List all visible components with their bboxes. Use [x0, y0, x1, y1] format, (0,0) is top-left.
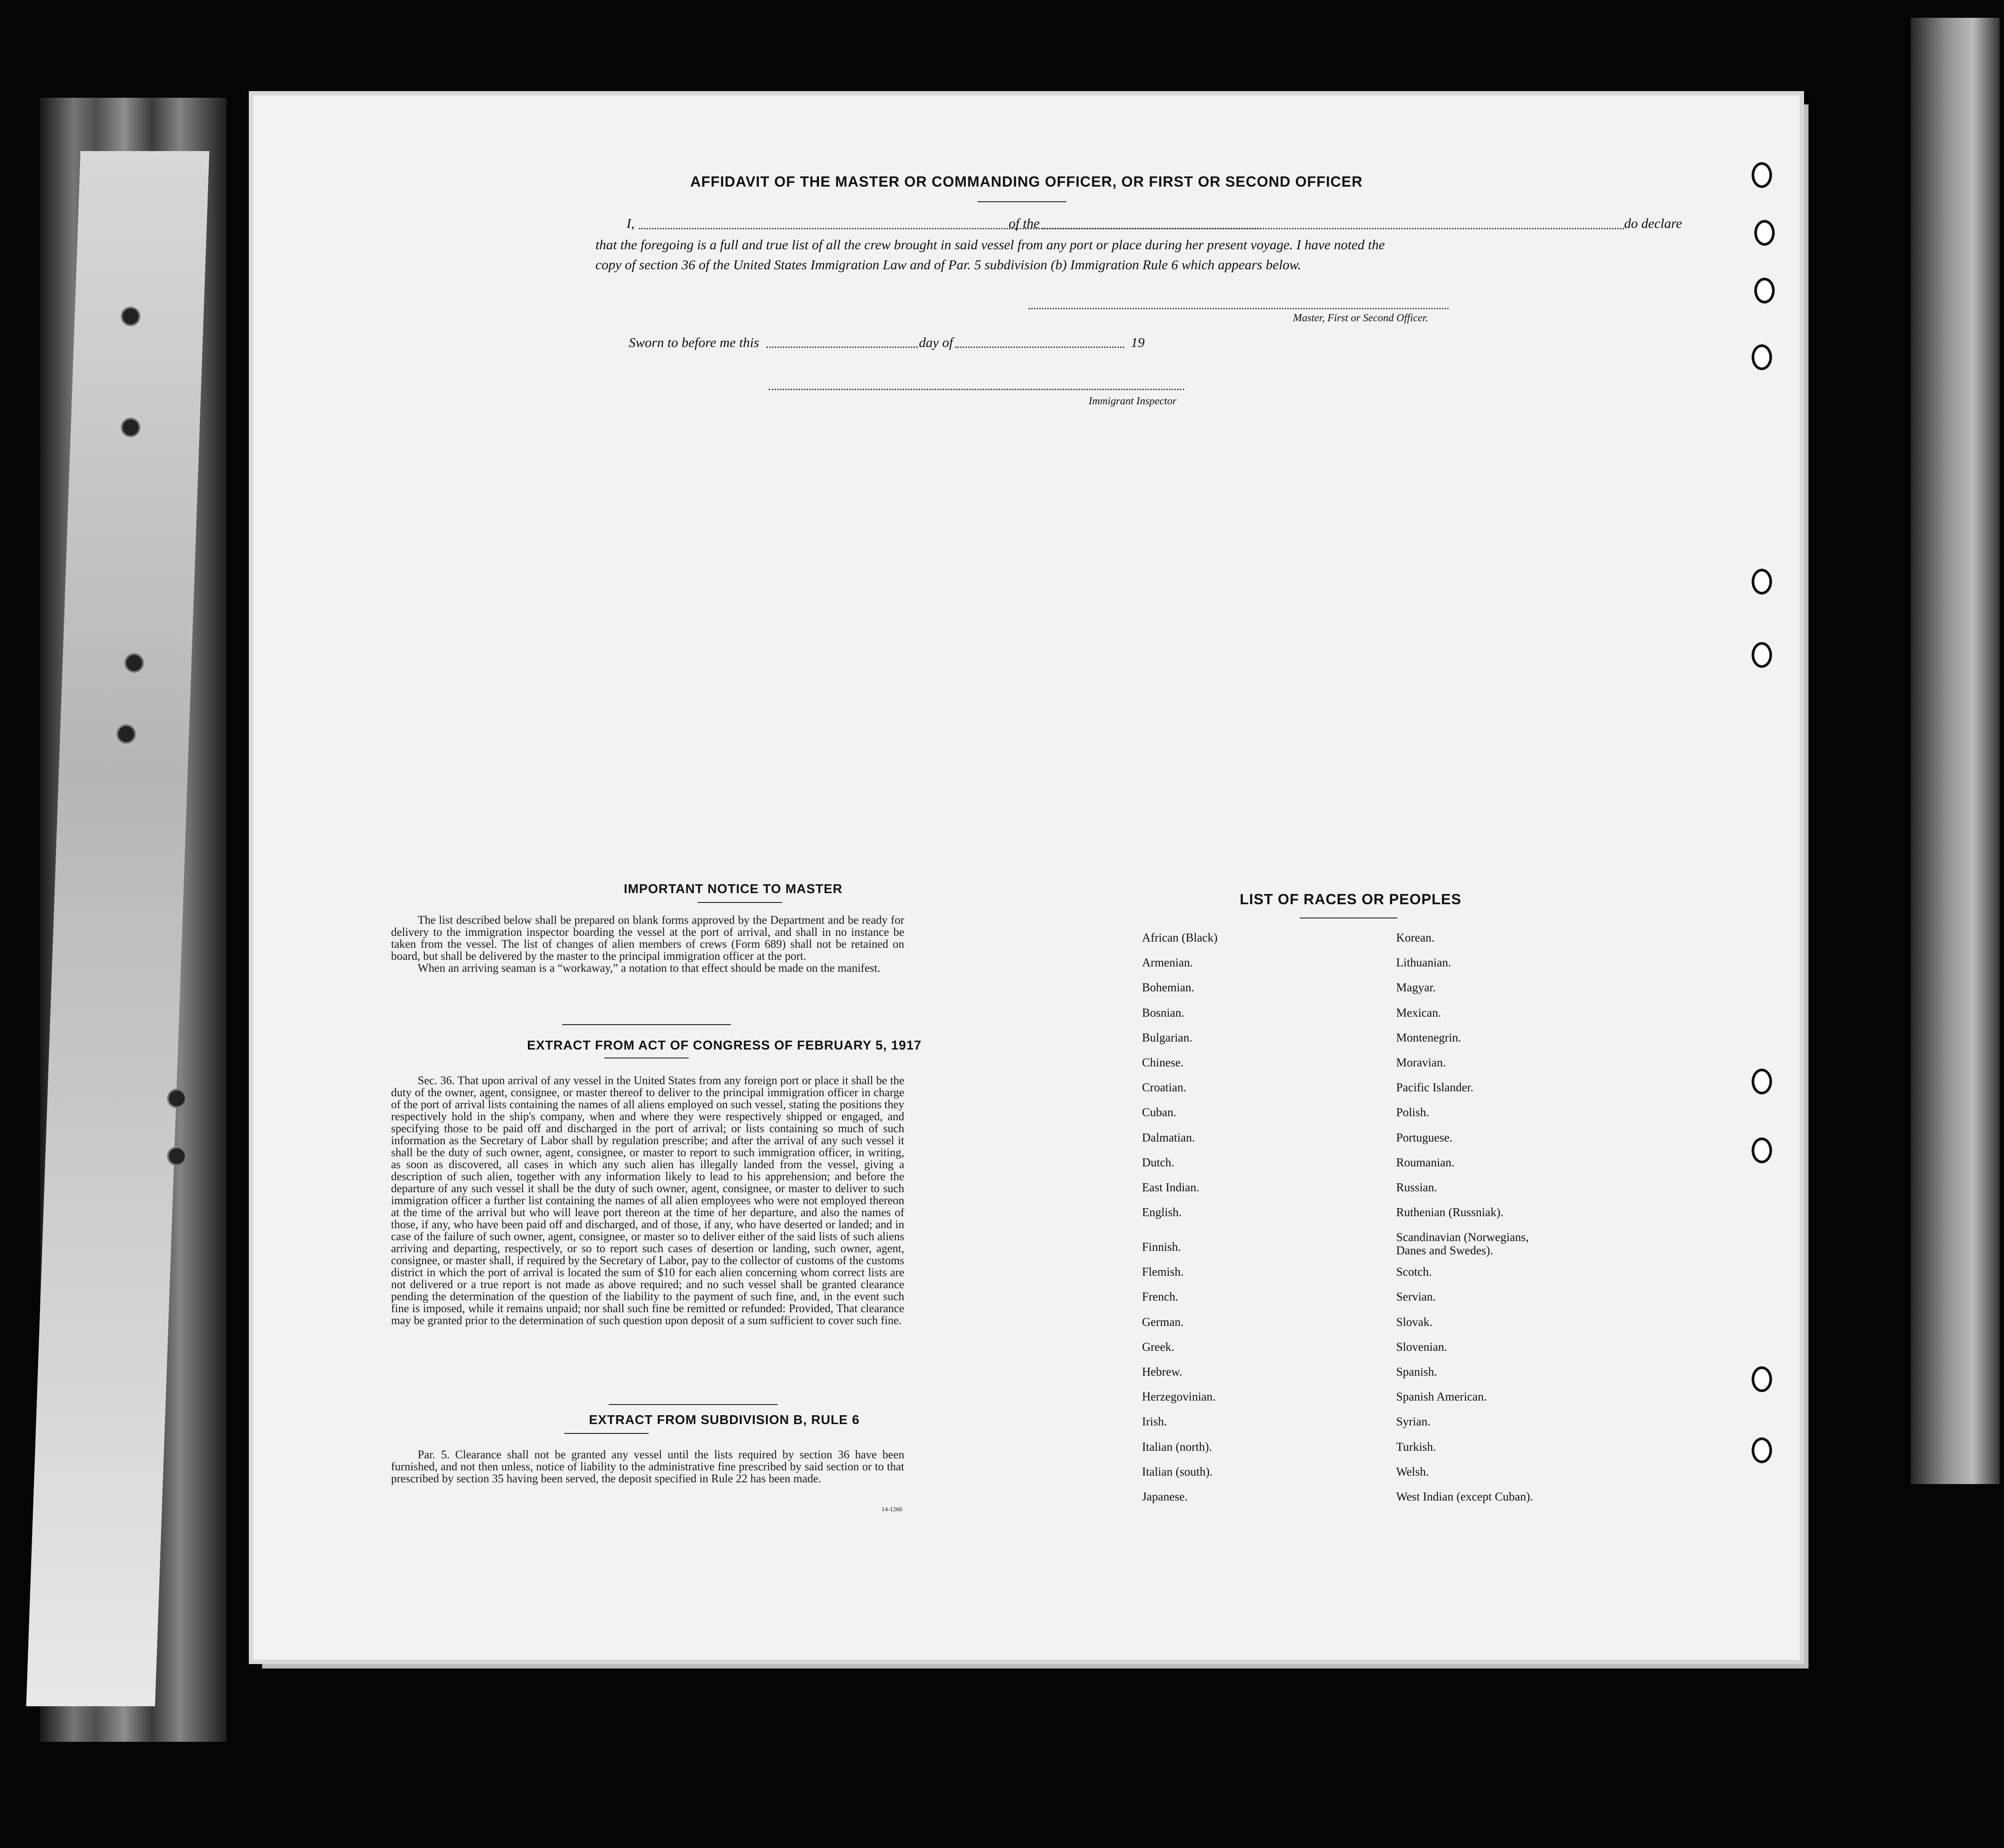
- race-item: Korean.: [1396, 931, 1435, 944]
- race-item: German.: [1142, 1315, 1184, 1329]
- race-item: Italian (south).: [1142, 1465, 1213, 1478]
- binding-hole: [167, 1089, 187, 1108]
- punch-hole: [1752, 569, 1772, 595]
- master-signature-blank[interactable]: [1029, 308, 1449, 309]
- do-declare-text: do declare: [1624, 216, 1682, 231]
- section-36-text: Sec. 36. That upon arrival of any vessel in the United States from any foreign port or place it shall be the duty of the owner, agent, consignee, or master thereof to deliver to the principal immigration officer in charge of the port of arrival lists containing the names of all aliens employed on such vessel, stating the positions they respectively hold in the ship's company, when and where they were respectively shipped or engaged, and specifying those to be paid off and discharged in the port of arrival; or lists containing so much of such information as the Secretary of Labor shall by regulation prescribe; and after the arrival of any such vessel it shall be the duty of such owner, agent, consignee, or master to report to such immigration officer, in writing, as soon as discovered, all cases in which any such alien has illegally landed from the vessel, giving a description of such alien, together with any information likely to lead to his apprehension; and before the departure of any such vessel it shall be the duty of such owner, agent, consignee, or master to deliver to such immigration officer a further list containing the names of all alien employees who were not employed thereon at the time of the arrival but who will leave port thereon at the time of her departure, and also the names of those, if any, who have been paid off and discharged, and of those, if any, who have deserted or landed; and in case of the failure of such owner, agent, consignee, or master so to deliver either of the said lists of such aliens arriving and departing, respectively, or so to report such cases of desertion or landing, such owner, agent, consignee, or master shall, if required by the Secretary of Labor, pay to the collector of customs of the customs district in which the port of arrival is located the sum of $10 for each alien concerning whom correct lists are not delivered or a true report is not made as above required; and no such vessel shall be granted clearance pending the determination of the question of the liability to the payment of such fine, and, in the event such fine is imposed, while it remains unpaid; nor shall such fine be remitted or refunded: Provided, That clearance may be granted prior to the determination of such question upon deposit of a sum sufficient to cover such fine.: [391, 1074, 904, 1327]
- race-item: Herzegovinian.: [1142, 1390, 1216, 1404]
- binding-hole: [124, 653, 144, 673]
- race-item: Armenian.: [1142, 956, 1193, 970]
- divider: [978, 201, 1066, 202]
- binding-hole: [116, 724, 136, 744]
- punch-hole: [1752, 344, 1772, 370]
- race-item: Moravian.: [1396, 1055, 1446, 1069]
- affidavit-line-2: that the foregoing is a full and true list of all the crew brought in said vessel from any port or place during her present voyage. I have noted the: [595, 237, 1385, 252]
- race-item: Greek.: [1142, 1340, 1174, 1353]
- sworn-label: Sworn to before me this: [629, 335, 759, 350]
- notice-paragraph: The list described below shall be prepared on blank forms approved by the Department and be ready for delivery to the immigration inspector boarding the vessel at the port of arrival, and shall in no instance be taken from the vessel. The list of changes of alien members of crews (Form 689) shall not be retained on board, but shall be delivered by the master to the principal immigration officer at the port.: [391, 914, 904, 962]
- race-item: East Indian.: [1142, 1180, 1199, 1194]
- divider: [698, 902, 782, 903]
- binding-hole: [121, 418, 140, 437]
- vessel-blank[interactable]: [1042, 228, 1624, 229]
- binding-hole: [167, 1146, 187, 1166]
- race-item: Welsh.: [1396, 1465, 1429, 1478]
- race-item: Magyar.: [1396, 981, 1436, 994]
- race-item: Polish.: [1396, 1106, 1429, 1119]
- affidavit-title: AFFIDAVIT OF THE MASTER OR COMMANDING OFFICER, OR FIRST OR SECOND OFFICER: [690, 173, 1363, 190]
- race-item: Chinese.: [1142, 1055, 1184, 1069]
- race-item: English.: [1142, 1205, 1182, 1219]
- race-item: Flemish.: [1142, 1265, 1184, 1279]
- punch-hole: [1754, 278, 1775, 303]
- race-item: Servian.: [1396, 1290, 1436, 1304]
- punch-hole: [1752, 642, 1772, 668]
- race-item: Ruthenian (Russniak).: [1396, 1205, 1504, 1219]
- race-item: Syrian.: [1396, 1415, 1431, 1429]
- race-item: Mexican.: [1396, 1006, 1441, 1019]
- affidavit-line-3: copy of section 36 of the United States Immigration Law and of Par. 5 subdivision (b) Immigration Rule 6 which appears below.: [595, 257, 1301, 272]
- day-of-label: day of: [919, 335, 953, 350]
- race-item: Cuban.: [1142, 1106, 1177, 1119]
- form-page: [253, 96, 1800, 1660]
- background-right-strip: [1911, 18, 2000, 1484]
- race-item: Slovenian.: [1396, 1340, 1447, 1353]
- race-item: Turkish.: [1396, 1440, 1436, 1453]
- race-item: Scandinavian (Norwegians, Danes and Swedes).: [1396, 1230, 1529, 1257]
- races-column-2: [1396, 931, 1645, 1515]
- punch-hole: [1754, 220, 1775, 246]
- affidavit-i-label: I,: [627, 216, 635, 231]
- form-number: 14-1260: [882, 1506, 902, 1513]
- inspector-signature-blank[interactable]: [769, 389, 1184, 390]
- race-item: Croatian.: [1142, 1081, 1186, 1094]
- race-item: Spanish American.: [1396, 1390, 1487, 1404]
- punch-hole: [1752, 1069, 1772, 1094]
- race-item: Slovak.: [1396, 1315, 1433, 1329]
- race-item: Bosnian.: [1142, 1006, 1185, 1019]
- race-item: African (Black): [1142, 931, 1218, 944]
- punch-hole: [1752, 1437, 1772, 1463]
- extract-rule-body: [391, 1449, 904, 1485]
- day-blank[interactable]: [766, 347, 918, 348]
- punch-hole: [1752, 1138, 1772, 1163]
- par-5-text: Par. 5. Clearance shall not be granted any vessel until the lists required by section 36 have been furnished, and not then unless, notice of liability to the administrative fine prescribed by said section or to that prescribed by section 35 having been served, the deposit specified in Rule 22 has been made.: [391, 1448, 904, 1485]
- race-item: Roumanian.: [1396, 1155, 1455, 1169]
- race-item: Bulgarian.: [1142, 1030, 1193, 1044]
- divider: [564, 1433, 649, 1434]
- master-caption: Master, First or Second Officer.: [1293, 312, 1428, 324]
- race-item: West Indian (except Cuban).: [1396, 1489, 1533, 1503]
- races-column-1: [1142, 931, 1373, 1515]
- affidavit-of-the-label: of the: [1009, 216, 1040, 231]
- race-item: Lithuanian.: [1396, 956, 1451, 970]
- race-item: Hebrew.: [1142, 1365, 1182, 1378]
- races-title: LIST OF RACES OR PEOPLES: [1240, 891, 1461, 907]
- race-item: Spanish.: [1396, 1365, 1437, 1378]
- race-item: Russian.: [1396, 1180, 1437, 1194]
- race-item: Japanese.: [1142, 1489, 1188, 1503]
- race-item: Montenegrin.: [1396, 1030, 1461, 1044]
- race-item: Scotch.: [1396, 1265, 1432, 1279]
- divider: [562, 1024, 731, 1025]
- punch-hole: [1752, 1366, 1772, 1392]
- year-prefix: 19: [1131, 335, 1145, 350]
- inspector-caption: Immigrant Inspector: [1089, 395, 1177, 407]
- race-item: Bohemian.: [1142, 981, 1194, 994]
- race-item: Portuguese.: [1396, 1130, 1453, 1144]
- race-item: Irish.: [1142, 1415, 1167, 1429]
- divider: [609, 1404, 778, 1405]
- notice-title: IMPORTANT NOTICE TO MASTER: [623, 882, 843, 896]
- extract-act-title: EXTRACT FROM ACT OF CONGRESS OF FEBRUARY 5, 1917: [527, 1038, 922, 1053]
- extract-act-body: [391, 1074, 904, 1326]
- month-blank[interactable]: [955, 347, 1124, 348]
- notice-body: [391, 914, 904, 974]
- extract-rule-title: EXTRACT FROM SUBDIVISION B, RULE 6: [589, 1413, 860, 1427]
- race-item: Italian (north).: [1142, 1440, 1212, 1453]
- race-item: French.: [1142, 1290, 1178, 1304]
- race-item: Dutch.: [1142, 1155, 1174, 1169]
- race-item: Pacific Islander.: [1396, 1081, 1473, 1094]
- notice-paragraph: When an arriving seaman is a “workaway,” a notation to that effect should be made on the manifest.: [418, 962, 881, 974]
- race-item: Finnish.: [1142, 1240, 1181, 1254]
- race-item: Dalmatian.: [1142, 1130, 1195, 1144]
- binding-hole: [121, 307, 140, 326]
